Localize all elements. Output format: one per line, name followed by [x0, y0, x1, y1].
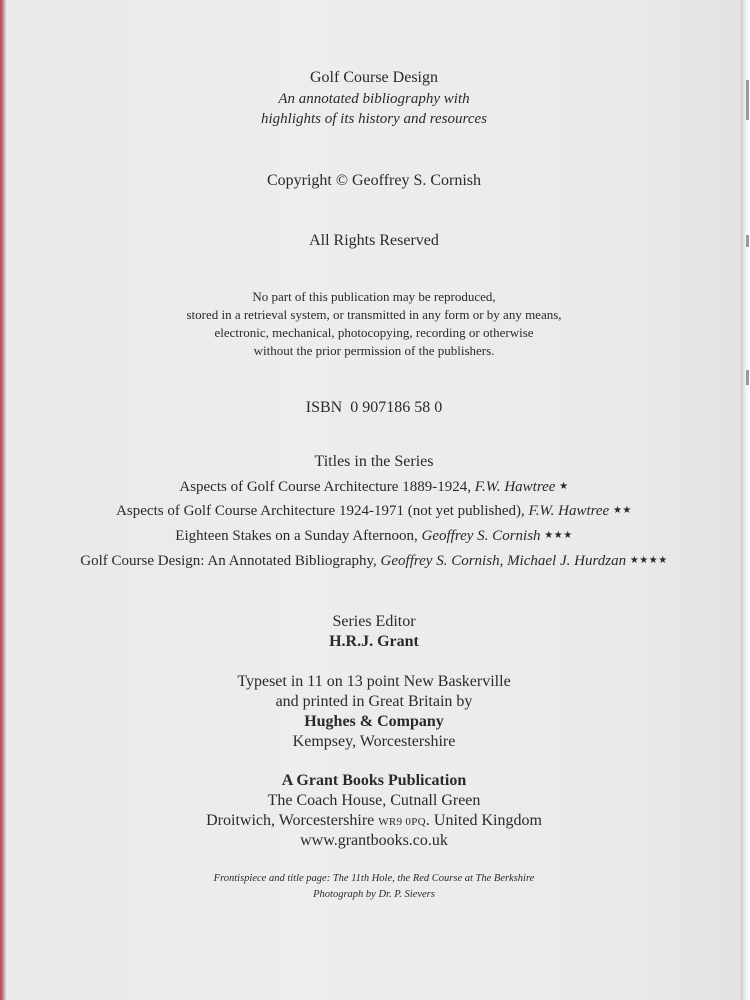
notice-line-1: No part of this publication may be reproduced, — [252, 289, 496, 304]
book-subtitle-line1: An annotated bibliography with — [278, 91, 470, 107]
printed-line: and printed in Great Britain by — [275, 693, 473, 710]
publisher-address-1: The Coach House, Cutnall Green — [267, 792, 481, 809]
isbn-line: ISBN 0 907186 58 0 — [305, 399, 443, 416]
page-edge-right — [741, 0, 750, 1000]
page-edge-mark — [746, 370, 749, 385]
series-title-author: Geoffrey S. Cornish — [421, 528, 541, 544]
book-subtitle-line2: highlights of its history and resources — [261, 111, 487, 127]
publisher-postcode: WR9 0PQ — [378, 816, 426, 828]
series-title-3 — [6, 526, 742, 546]
notice-line-4: without the prior permission of the publishers. — [253, 343, 495, 358]
series-title-author: F.W. Hawtree — [528, 503, 610, 519]
printer-name: Hughes & Company — [304, 713, 444, 730]
series-title-stars: ★★★ — [544, 530, 573, 541]
series-title-text: Aspects of Golf Course Architecture 1889-1924, — [179, 479, 471, 495]
series-title-author: F.W. Hawtree — [474, 479, 556, 495]
page-edge-mark — [746, 235, 749, 247]
publisher-country: . United Kingdom — [425, 812, 542, 829]
series-title-text: Eighteen Stakes on a Sunday Afternoon, — [175, 528, 418, 544]
publisher-address-2 — [6, 811, 742, 832]
series-title-2 — [6, 501, 742, 521]
frontispiece-credit: Frontispiece and title page: The 11th Hole, the Red Course at The Berkshire — [213, 873, 535, 884]
book-title: Golf Course Design — [310, 69, 438, 86]
copyright-line: Copyright © Geoffrey S. Cornish — [266, 172, 482, 189]
series-title-text: Golf Course Design: An Annotated Bibliography, — [80, 553, 377, 569]
publisher-town: Droitwich, Worcestershire — [206, 812, 375, 829]
series-title-text: Aspects of Golf Course Architecture 1924-1971 (not yet published), — [116, 503, 525, 519]
page-edge-mark — [746, 80, 749, 120]
notice-line-3: electronic, mechanical, photocopying, recording or otherwise — [214, 325, 534, 340]
editor-label: Series Editor — [332, 613, 416, 630]
series-title-author: Geoffrey S. Cornish, Michael J. Hurdzan — [380, 553, 627, 569]
series-title-1 — [6, 477, 742, 497]
printer-location: Kempsey, Worcestershire — [292, 733, 456, 750]
series-title-stars: ★★★★ — [629, 555, 668, 566]
publisher-website: www.grantbooks.co.uk — [300, 832, 448, 849]
series-title-stars: ★ — [559, 481, 569, 492]
series-title-stars: ★★ — [612, 505, 632, 516]
rights-line: All Rights Reserved — [309, 232, 439, 249]
series-heading: Titles in the Series — [314, 453, 434, 470]
notice-line-2: stored in a retrieval system, or transmitted in any form or by any means, — [186, 307, 562, 322]
typeset-line: Typeset in 11 on 13 point New Baskerville — [237, 673, 511, 690]
publisher-name: A Grant Books Publication — [281, 772, 467, 789]
photo-credit: Photograph by Dr. P. Sievers — [313, 889, 435, 900]
series-title-4 — [6, 551, 742, 571]
editor-name: H.R.J. Grant — [329, 633, 419, 650]
